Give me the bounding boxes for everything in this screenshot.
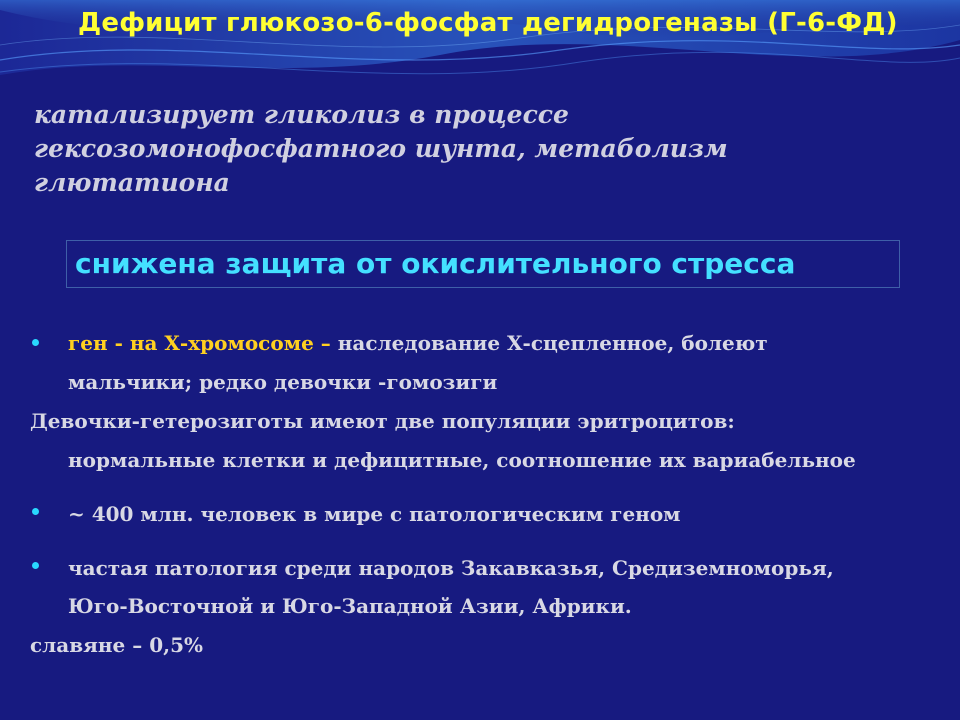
slavs-line: славяне – 0,5% — [30, 633, 203, 657]
subtitle-line-2: гексозомонофосфатного шунта, метаболизм — [34, 134, 728, 163]
subtitle — [34, 98, 914, 200]
bullet-icon — [32, 508, 39, 515]
hetero-line-1: Девочки-гетерозиготы имеют две популяции эритроцитов: — [30, 409, 735, 433]
count-line: ~ 400 млн. человек в мире с патологическим геном — [68, 502, 681, 526]
gene-accent-text: ген - на Х-хромосоме – — [68, 331, 331, 355]
gene-line-2: мальчики; редко девочки -гомозиги — [68, 370, 498, 394]
bullet-icon — [32, 562, 39, 569]
subtitle-line-1: катализирует гликолиз в процессе — [34, 100, 569, 129]
subtitle-line-3: глютатиона — [34, 168, 230, 197]
gene-line-1 — [68, 331, 768, 355]
freq-line-2: Юго-Восточной и Юго-Западной Азии, Африки. — [68, 594, 632, 618]
bullet-icon — [32, 339, 39, 346]
highlight-box — [66, 240, 900, 288]
highlight-text: снижена защита от окислительного стресса — [75, 247, 796, 280]
slide-title: Дефицит глюкозо-6-фосфат дегидрогеназы (Г-6-ФД) — [78, 8, 898, 38]
freq-line-1: частая патология среди народов Закавказья, Средиземноморья, — [68, 556, 834, 580]
hetero-line-2: нормальные клетки и дефицитные, соотношение их вариабельное — [68, 448, 856, 472]
gene-rest-text: наследование Х-сцепленное, болеют — [330, 331, 768, 355]
